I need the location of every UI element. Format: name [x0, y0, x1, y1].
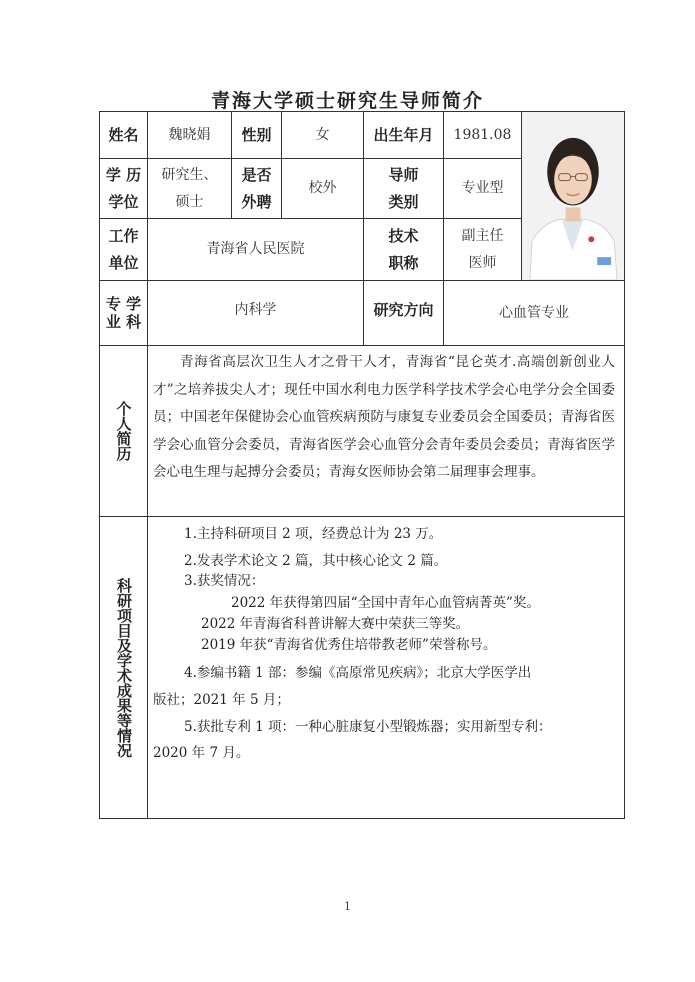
value-work-unit: 青海省人民医院 — [148, 219, 364, 281]
resume-text: 青海省高层次卫生人才之骨干人才，青海省“昆仑英才.高端创新创业人才”之培养拔尖人才；现任中国水利电力医学科学技术学会心电学分会全国委员；中国老年保健协会心血管疾病预防与康复专业委员会全国委员；青海省医学会心血管分会委员，青海省医学会心血管分会青年委员会委员；青海省医学会心电生理与起搏分会委员；青海女医师协会第二届理事会理事。 — [153, 354, 615, 480]
label-resume-cell — [100, 346, 148, 517]
value-birth: 1981.08 — [444, 112, 522, 159]
value-name: 魏晓娟 — [148, 112, 232, 159]
label-work-unit-line1: 工作 — [108, 226, 139, 245]
label-gender: 性别 — [232, 112, 282, 159]
label-major-line2: 业 科 — [105, 313, 142, 331]
label-type-line2: 类别 — [388, 192, 419, 211]
value-title-line1: 副主任 — [461, 227, 504, 244]
value-education — [148, 159, 232, 219]
value-title-line2: 医师 — [468, 254, 497, 271]
award-1: 2022 年获得第四届“全国中青年心血管病菁英”奖。 — [231, 595, 540, 611]
label-external — [232, 159, 282, 219]
value-title — [444, 219, 522, 281]
value-research: 心血管专业 — [444, 281, 625, 346]
achievement-item-4-line1: 4.参编书籍 1 部：参编《高原常见疾病》；北京大学医学出 — [184, 665, 532, 681]
label-external-line1: 是否 — [241, 165, 272, 184]
label-achievements: 科研项目及学术成果等情况 — [115, 577, 133, 758]
label-birth: 出生年月 — [364, 112, 444, 159]
label-work-unit-line2: 单位 — [108, 253, 139, 272]
achievement-item-2: 2.发表学术论文 2 篇，其中核心论文 2 篇。 — [184, 553, 448, 569]
value-type: 专业型 — [444, 159, 522, 219]
label-major-line1: 专 学 — [105, 295, 142, 313]
label-achievements-cell — [100, 517, 148, 819]
achievement-item-5-line2: 2020 年 7 月。 — [153, 745, 250, 761]
value-external: 校外 — [282, 159, 364, 219]
achievement-item-5-line1: 5.获批专利 1 项：一种心脏康复小型锻炼器；实用新型专利： — [184, 719, 552, 735]
achievement-item-3: 3.获奖情况： — [184, 573, 265, 589]
value-education-line1: 研究生、 — [161, 166, 218, 183]
label-title — [364, 219, 444, 281]
award-2: 2022 年青海省科普讲解大赛中荣获三等奖。 — [201, 616, 470, 632]
award-3: 2019 年获“青海省优秀住培带教老师”荣誉称号。 — [201, 637, 497, 653]
label-title-line1: 技术 — [388, 226, 419, 245]
label-title-line2: 职称 — [388, 253, 419, 272]
label-major — [100, 281, 148, 346]
label-education-line1: 学 历 — [105, 165, 142, 184]
value-gender: 女 — [282, 112, 364, 159]
label-name: 姓名 — [100, 112, 148, 159]
label-research: 研究方向 — [364, 281, 444, 346]
label-external-line2: 外聘 — [241, 192, 272, 211]
label-type — [364, 159, 444, 219]
achievement-item-1: 1.主持科研项目 2 项，经费总计为 23 万。 — [184, 526, 443, 542]
label-type-line1: 导师 — [388, 165, 419, 184]
page-number: 1 — [344, 900, 351, 913]
label-work-unit — [100, 219, 148, 281]
label-education — [100, 159, 148, 219]
page-title: 青海大学硕士研究生导师简介 — [210, 90, 484, 112]
value-major: 内科学 — [148, 281, 364, 346]
value-education-line2: 硕士 — [175, 193, 204, 210]
portrait-photo — [522, 112, 624, 280]
label-resume: 个人简历 — [114, 401, 133, 461]
photo-cell — [522, 112, 625, 281]
label-education-line2: 学位 — [108, 192, 139, 211]
achievement-item-4-line2: 版社；2021 年 5 月； — [153, 692, 290, 708]
